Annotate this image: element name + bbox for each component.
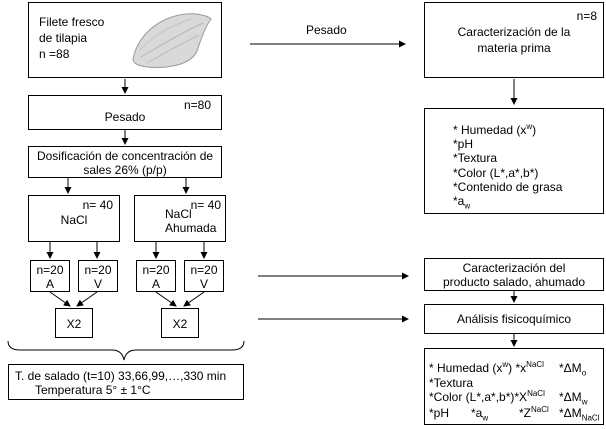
physicochemical-analysis-label: Análisis fisicoquímico <box>456 312 572 326</box>
weighing-arrow-label: Pesado <box>306 23 347 37</box>
salt-dosing-box <box>28 146 222 178</box>
property-ph: *pH <box>453 137 474 151</box>
product-characterization-line1: Caracterización del <box>462 261 566 275</box>
x2-label: X2 <box>172 317 188 331</box>
product-z-nacl: $*Z^{NaCl}$ <box>519 405 549 420</box>
product-humidity: * Humedad $(x^w)$ $*x^{NaCl}$ <box>429 360 544 375</box>
nacl-smoked-group-box <box>134 195 226 242</box>
nacl-group-box <box>28 195 120 242</box>
product-aw: $*a_w$ <box>471 406 489 423</box>
subgroup-label: A <box>151 277 160 291</box>
subgroup-count: n=20 <box>36 263 64 277</box>
product-ph: *pH <box>429 406 450 420</box>
product-texture: *Textura <box>429 376 474 390</box>
product-delta-mw: $*\Delta M_w$ <box>559 390 588 407</box>
nacl-group-count: n= 40 <box>82 198 113 212</box>
subgroup-box <box>78 260 118 292</box>
subgroup-box <box>184 260 224 292</box>
x2-box <box>161 308 199 338</box>
property-texture: *Textura <box>453 151 498 165</box>
raw-material-box <box>28 2 222 78</box>
nacl-smoked-group-count: n= 40 <box>190 198 221 212</box>
subgroup-count: n=20 <box>142 263 170 277</box>
subgroup-box <box>30 260 70 292</box>
raw-material-line1: Filete fresco <box>39 15 105 29</box>
product-delta-mo: $*\Delta M_o$ <box>559 361 587 378</box>
weighing-count: n=80 <box>183 98 211 112</box>
raw-characterization-line1: Caracterización de la <box>457 25 571 39</box>
raw-characterization-count: n=8 <box>576 9 597 23</box>
weighing-label: Pesado <box>104 110 146 124</box>
physicochemical-analysis-box <box>424 304 604 334</box>
raw-material-line2: de tilapia <box>39 31 88 45</box>
x2-label: X2 <box>66 317 82 331</box>
product-delta-m-nacl: $*\Delta M_{NaCl}$ <box>559 406 600 423</box>
salt-dosing-line2: sales 26% (p/p) <box>83 163 167 177</box>
subgroup-count: n=20 <box>84 263 112 277</box>
subgroup-label: V <box>93 277 102 291</box>
product-characterization-box <box>424 258 604 291</box>
nacl-smoked-line2: Ahumada <box>165 221 217 235</box>
subgroup-label: A <box>45 277 54 291</box>
nacl-smoked-line1: NaCl <box>165 207 192 221</box>
salting-temperature: Temperatura 5° ± 1°C <box>35 383 151 397</box>
x2-box <box>55 308 93 338</box>
weighing-box <box>28 95 222 130</box>
subgroup-count: n=20 <box>190 263 218 277</box>
salt-dosing-line1: Dosificación de concentración de <box>36 149 214 163</box>
tilapia-fillet-icon <box>127 9 215 71</box>
product-characterization-line2: producto salado, ahumado <box>442 275 586 289</box>
raw-characterization-box <box>424 2 604 78</box>
raw-characterization-line2: materia prima <box>477 41 551 55</box>
property-color: *Color (L*,a*,b*) <box>453 166 539 180</box>
property-fat: *Contenido de grasa <box>453 180 563 194</box>
raw-properties-box <box>424 108 604 214</box>
product-color: *Color $(L*,a*,b*)*X^{NaCl}$ <box>429 389 545 404</box>
salting-conditions-box <box>8 364 244 400</box>
property-aw: $*a_w$ <box>453 194 471 211</box>
product-properties-box <box>424 348 604 425</box>
raw-material-count: n =88 <box>39 47 70 61</box>
nacl-group-label: NaCl <box>60 213 88 227</box>
subgroup-box <box>136 260 176 292</box>
subgroup-label: V <box>199 277 208 291</box>
property-humidity: * Humedad $(x^w)$ <box>453 122 537 137</box>
salting-time: T. de salado (t=10) 33,66,99,…,330 min <box>15 369 227 383</box>
